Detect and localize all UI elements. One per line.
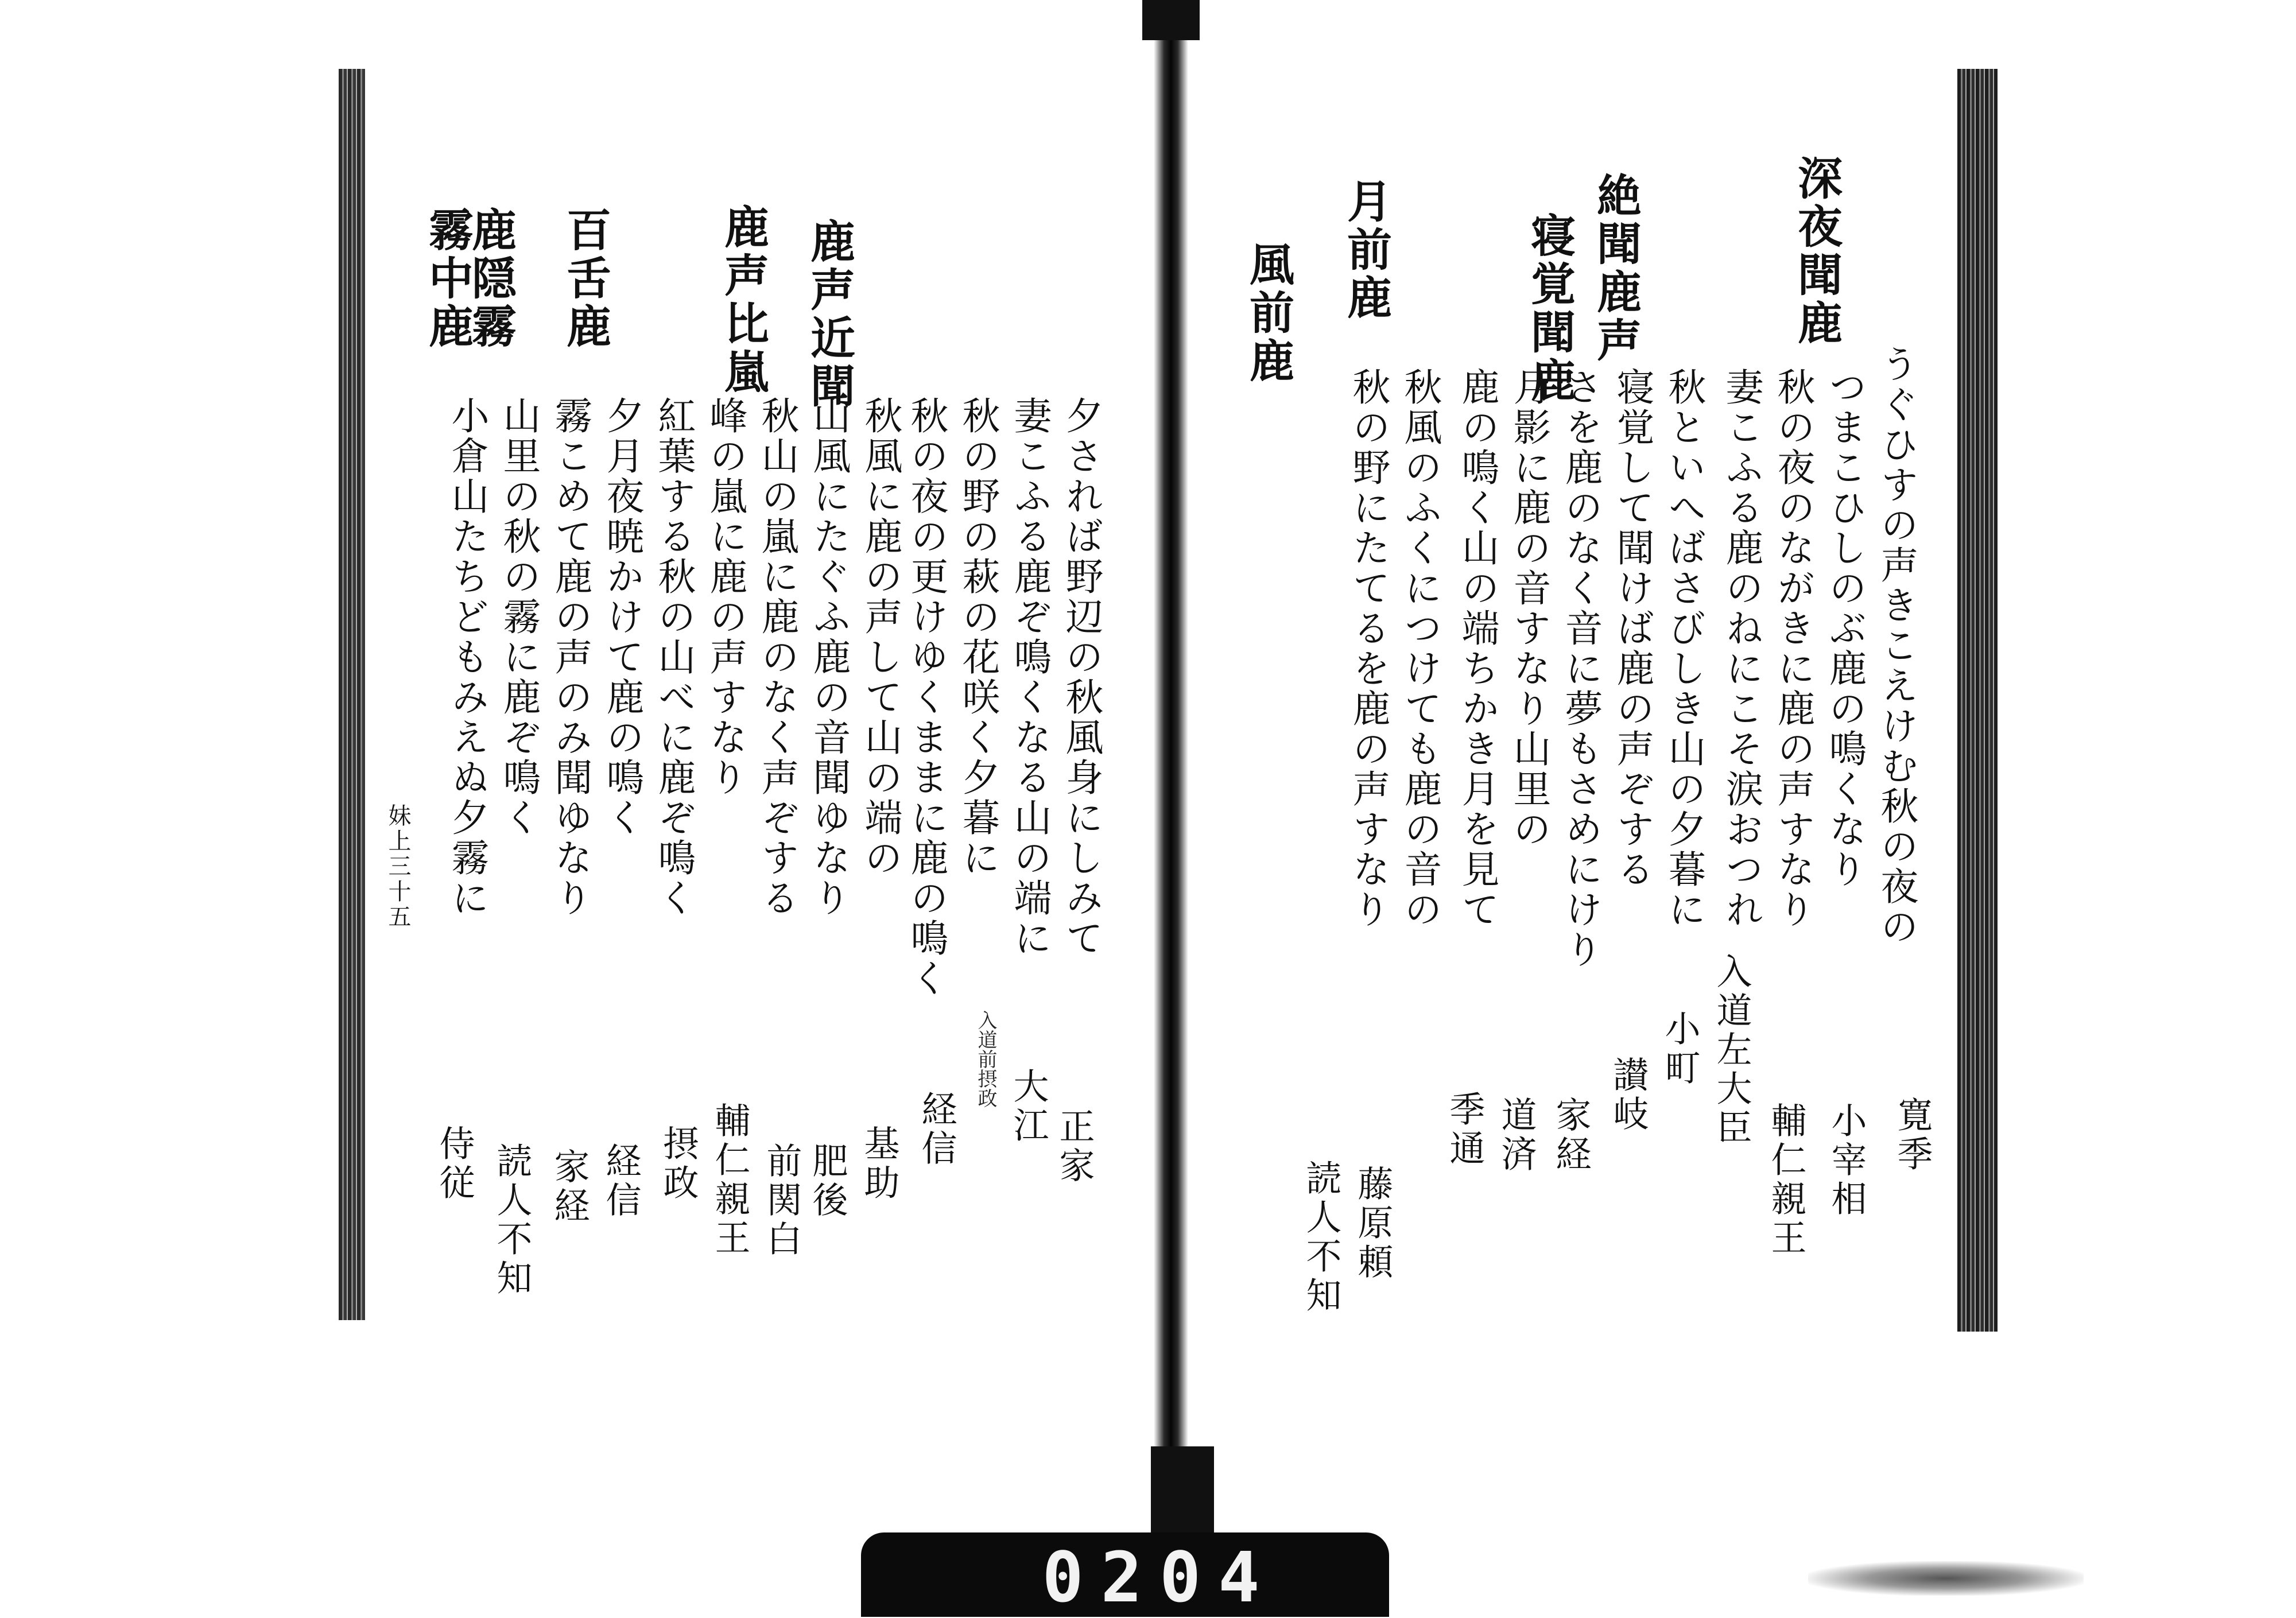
poem-author: 入道前摂政 [974,1010,997,1108]
poem-author: 入道左大臣 [1711,953,1752,1148]
poem-title: 風前鹿 [1242,241,1294,386]
gutter-top-clip [1142,0,1200,40]
poem-title: 鹿声比嵐 [717,204,769,397]
poem-author: 季通 [1444,1091,1486,1169]
poem-author: 道済 [1495,1096,1537,1174]
poem-column: 鹿の鳴く山の端ちかき月を見て [1455,367,1499,930]
poem-column: 夕月夜暁かけて鹿の鳴く [600,396,644,838]
poem-author: 経信 [916,1091,957,1169]
poem-column: さを鹿のなく音に夢もさめにけり [1558,367,1603,970]
frame-counter: 0204 [1042,1538,1277,1618]
poem-author: 小町 [1659,1010,1701,1088]
poem-author: 讃岐 [1607,1056,1649,1134]
poem-column: 峰の嵐に鹿の声すなり [703,396,747,798]
poem-column: 秋の野にたてるを鹿の声すなり [1346,367,1390,930]
poem-author: 大江 [1007,1068,1049,1146]
poem-title: 霧中鹿 [421,207,474,351]
poem-column: 霧こめて鹿の声のみ聞ゆなり [548,396,592,918]
poem-column: 山風にたぐふ鹿の音聞ゆなり [806,396,851,918]
poem-column: 秋といへばさびしき山の夕暮に [1662,367,1706,930]
poem-column: つまこひしのぶ鹿の鳴くなり [1822,367,1867,890]
poem-author: 正家 [1053,1108,1095,1186]
poem-author: 読人不知 [491,1142,533,1298]
poem-column: 秋の野の萩の花咲く夕暮に [956,396,1000,878]
left-page-edge [339,69,365,1320]
scanner-clip [1151,1446,1214,1538]
poem-column: 秋の夜のながきに鹿の声すなり [1771,367,1815,930]
poem-author: 輔仁親王 [709,1102,751,1258]
poem-author: 家経 [1550,1096,1592,1174]
poem-column: 小倉山たちどもみえぬ夕霧に [445,396,489,918]
poem-author: 肥後 [806,1142,848,1220]
right-page-edge [1957,69,1998,1332]
poem-author: 寛季 [1891,1096,1933,1174]
poem-column: 月影に鹿の音すなり山里の [1507,367,1551,849]
poem-title: 絶聞鹿声 [1589,172,1642,365]
poem-author: 経信 [600,1142,642,1220]
folio-number: 妹上三十五 [385,804,411,930]
poem-column: 寝覚して聞けば鹿の声ぞする [1610,367,1654,890]
poem-author: 藤原頼 [1352,1165,1394,1282]
scan-smudge [1808,1561,2084,1596]
poem-title: 鹿隠霧 [464,207,517,351]
poem-title: 月前鹿 [1340,178,1392,323]
poem-column: 夕されば野辺の秋風身にしみて [1059,396,1103,959]
poem-column: 秋風に鹿の声して山の端の [858,396,902,878]
poem-author: 読人不知 [1300,1159,1342,1316]
poem-column: 秋の夜の更けゆくままに鹿の鳴く [904,396,948,999]
poem-author: 小宰相 [1825,1102,1867,1219]
poem-title: 寝覚聞鹿 [1523,212,1576,405]
poem-column: 秋山の嵐に鹿のなく声ぞする [755,396,799,918]
poem-author: 前関白 [761,1142,802,1259]
poem-author: 侍従 [433,1125,475,1203]
poem-title: 百舌鹿 [559,207,611,351]
poem-column: 妻こふる鹿のねにこそ涙おつれ [1719,367,1763,930]
poem-author: 基助 [858,1125,900,1203]
poem-title: 鹿声近聞 [803,218,855,411]
book-gutter [1154,0,1188,1617]
poem-title: 深夜聞鹿 [1790,155,1843,348]
poem-column: 山里の秋の霧に鹿ぞ鳴く [497,396,541,838]
poem-author: 輔仁親王 [1765,1102,1807,1258]
poem-column: うぐひすの声きこえけむ秋の夜の [1874,344,1918,947]
poem-author: 摂政 [657,1125,699,1203]
poem-column: 紅葉する秋の山べに鹿ぞ鳴く [651,396,696,918]
poem-author: 家経 [548,1148,590,1226]
poem-column: 妻こふる鹿ぞ鳴くなる山の端に [1007,396,1052,959]
poem-column: 秋風のふくにつけても鹿の音の [1398,367,1442,930]
